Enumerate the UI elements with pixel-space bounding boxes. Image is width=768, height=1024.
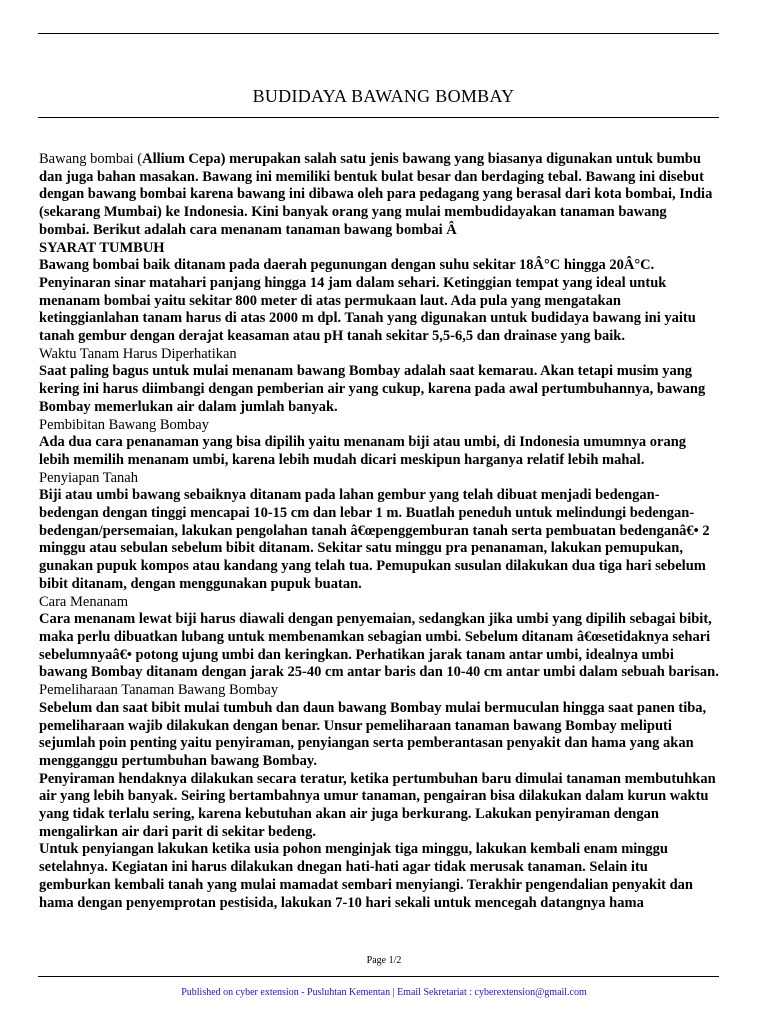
footer-text[interactable]: Published on cyber extension - Pusluhtan Kementan | Email Sekretariat : cyberextension@gmail.com: [181, 987, 587, 998]
intro-text: ) merupakan salah satu jenis bawang yang biasanya digunakan untuk bumbu dan juga bahan masakan. Bawang ini memiliki bentuk bulat besar dan berdaging tebal. Bawang ini disebut dengan bawang bombai karena bawang ini dibawa oleh para pedagang yang berasal dari kota bombai, India (sekarang Mumbai) ke Indonesia. Kini banyak orang yang mulai membudidayakan tanaman bawang bombai. Berikut adalah cara menanam tanaman bawang bombai Â: [39, 151, 713, 238]
page-number: Page 1/2: [366, 955, 402, 966]
section-paragraph: Bawang bombai baik ditanam pada daerah pegunungan dengan suhu sekitar 18Â°C hingga 20Â°C. Penyinaran sinar matahari panjang hingga 14 jam dalam sehari. Ketinggian tempat yang ideal untuk menanam bombai yaitu sekitar 800 meter di atas permukaan laut. Ada pula yang mengatakan ketinggianlahan tanam harus di atas 2000 m dpl. Tanah yang digunakan untuk budidaya bawang ini yaitu tanah gembur dengan derajat keasaman atau pH tanah sekitar 5,5-6,5 dan drainase yang baik.: [39, 257, 696, 345]
section-heading: SYARAT TUMBUH: [39, 239, 165, 256]
intro-lead: Bawang bombai (: [39, 151, 143, 167]
page-title: BUDIDAYA BAWANG BOMBAY: [252, 86, 515, 107]
intro-paragraph: [39, 151, 719, 240]
section-heading: Waktu Tanam Harus Diperhatikan: [39, 345, 237, 362]
section-paragraph: Saat paling bagus untuk mulai menanam bawang Bombay adalah saat kemarau. Akan tetapi musim yang kering ini harus diimbangi dengan pemberian air yang cukup, karena pada awal pertumbuhannya, bawang Bombay memerlukan air dalam jumlah banyak.: [39, 363, 706, 415]
section-paragraph: Biji atau umbi bawang sebaiknya ditanam pada lahan gembur yang telah dibuat menjadi bedengan-bedengan dengan tinggi mencapai 10-15 cm dan lebar 1 m. Buatlah peneduh untuk melindungi bedengan-bedengan/persemaian, lakukan pengolahan tanah â€œpenggemburan tanah serta pembuatan bedenganâ€• 2 minggu atau sebulan sebelum bibit ditanam. Sekitar satu minggu pra penanaman, lakukan pemupukan, gunakan pupuk kompos atau kandang yang telah tua. Pemupukan susulan dilakukan dua tiga hari sebelum bibit ditanam, dengan menggunakan pupuk buatan.: [39, 487, 710, 592]
latin-name: Allium Cepa: [142, 151, 221, 167]
section-paragraph: Cara menanam lewat biji harus diawali dengan penyemaian, sedangkan jika umbi yang dipilih sebagai bibit, maka perlu dibuatkan lubang untuk membenamkan sebagian umbi. Sebelum ditanam â€œsetidaknya sehari sebelumnyaâ€• potong ujung umbi dan keringkan. Perhatikan jarak tanam antar umbi, idealnya umbi bawang Bombay ditanam dengan jarak 25-40 cm antar baris dan 10-40 cm antar umbi dalam sebuah barisan.: [39, 611, 719, 681]
footer-rule: [38, 976, 719, 977]
article-body: [39, 151, 719, 912]
top-rule: [38, 33, 719, 34]
section-heading: Penyiapan Tanah: [39, 469, 138, 486]
section-paragraph: Untuk penyiangan lakukan ketika usia pohon menginjak tiga minggu, lakukan kembali enam minggu setelahnya. Kegiatan ini harus dilakukan dnegan hati-hati agar tidak merusak tanaman. Selain itu gemburkan kembali tanah yang mulai mamadat sembari menyiangi. Terakhir pengendalian penyakit dan hama dengan penyemprotan pestisida, lakukan 7-10 hari sekali untuk mencegah datangnya hama: [39, 841, 693, 911]
section-heading: Cara Menanam: [39, 593, 128, 610]
section-heading: Pemeliharaan Tanaman Bawang Bombay: [39, 682, 279, 699]
section-paragraph: Sebelum dan saat bibit mulai tumbuh dan daun bawang Bombay mulai bermuculan hingga saat panen tiba, pemeliharaan wajib dilakukan dengan benar. Unsur pemeliharaan tanaman bawang Bombay meliputi sejumlah poin penting yaitu penyiraman, penyiangan serta pemberantasan penyakit dan hama yang akan mengganggu pertumbuhan bawang Bombay.: [39, 699, 707, 769]
section-paragraph: Ada dua cara penanaman yang bisa dipilih yaitu menanam biji atau umbi, di Indonesia umumnya orang lebih memilih menanam umbi, karena lebih mudah dicari meskipun harganya relatif lebih mahal.: [39, 434, 687, 468]
section-paragraph: Penyiraman hendaknya dilakukan secara teratur, ketika pertumbuhan baru dimulai tanaman membutuhkan air yang lebih banyak. Seiring bertambahnya umur tanaman, pengairan bisa dilakukan dalam kurun waktu yang tidak terlalu sering, karena kebutuhan akan air juga berkurang. Lakukan penyiraman dengan mengalirkan air dari parit di sekitar bedeng.: [39, 770, 716, 840]
section-heading: Pembibitan Bawang Bombay: [39, 416, 209, 433]
title-rule: [38, 117, 719, 118]
